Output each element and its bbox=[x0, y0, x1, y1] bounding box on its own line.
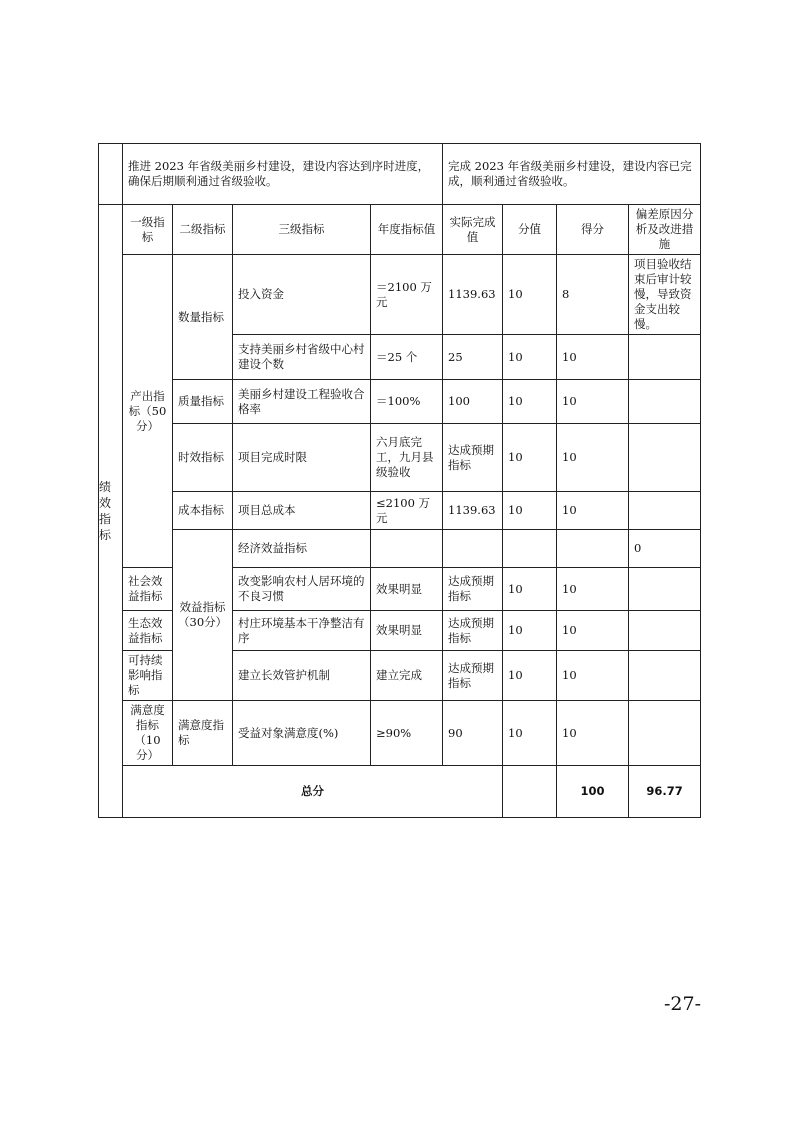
output-label: 产出指标（50分） bbox=[123, 255, 173, 568]
target-cell: 效果明显 bbox=[371, 611, 443, 651]
total-value: 100 bbox=[557, 766, 629, 818]
social-label: 社会效益指标 bbox=[123, 568, 173, 611]
ecological-label: 生态效益指标 bbox=[123, 611, 173, 651]
quantity-label: 数量指标 bbox=[173, 255, 233, 380]
total-label: 总分 bbox=[123, 766, 503, 818]
quality-label: 质量指标 bbox=[173, 380, 233, 424]
goal-blank-cell bbox=[99, 144, 123, 205]
total-row bbox=[99, 766, 701, 818]
actual-cell: 1139.63 bbox=[443, 255, 503, 335]
indicator-cell: 改变影响农村人居环境的不良习惯 bbox=[233, 568, 371, 611]
note-cell bbox=[629, 651, 701, 701]
value-cell: 10 bbox=[503, 380, 557, 424]
total-blank-cell bbox=[503, 766, 557, 818]
performance-table bbox=[98, 143, 701, 818]
satisfaction-label: 满意度指标（10分） bbox=[123, 701, 173, 766]
header-score: 得分 bbox=[557, 205, 629, 255]
actual-cell: 达成预期指标 bbox=[443, 611, 503, 651]
value-cell bbox=[557, 530, 629, 568]
score-cell: 10 bbox=[557, 335, 629, 380]
actual-cell bbox=[503, 530, 557, 568]
header-actual: 实际完成值 bbox=[443, 205, 503, 255]
note-cell bbox=[629, 492, 701, 530]
score-cell: 8 bbox=[557, 255, 629, 335]
actual-cell: 达成预期指标 bbox=[443, 568, 503, 611]
target-cell: ≤2100 万元 bbox=[371, 492, 443, 530]
target-cell: ＝2100 万元 bbox=[371, 255, 443, 335]
cost-label: 成本指标 bbox=[173, 492, 233, 530]
score-cell: 10 bbox=[557, 492, 629, 530]
header-score-value: 分值 bbox=[503, 205, 557, 255]
note-cell: 项目验收结束后审计较慢，导致资金支出较慢。 bbox=[629, 255, 701, 335]
goal-row bbox=[99, 144, 701, 205]
header-deviation: 偏差原因分析及改进措施 bbox=[629, 205, 701, 255]
section-label: 绩效指标 bbox=[99, 205, 123, 818]
score-cell: 10 bbox=[557, 568, 629, 611]
page-number: -27- bbox=[664, 993, 702, 1015]
value-cell: 10 bbox=[503, 568, 557, 611]
sustainable-label: 可持续影响指标 bbox=[123, 651, 173, 701]
table-row bbox=[99, 701, 701, 766]
benefit-label: 效益指标（30分） bbox=[173, 530, 233, 701]
note-cell bbox=[629, 611, 701, 651]
value-cell: 10 bbox=[503, 651, 557, 701]
actual-cell: 达成预期指标 bbox=[443, 424, 503, 492]
table-row bbox=[99, 255, 701, 335]
target-cell: 建立完成 bbox=[371, 651, 443, 701]
value-cell: 10 bbox=[503, 701, 557, 766]
value-cell: 10 bbox=[503, 255, 557, 335]
target-cell: 效果明显 bbox=[371, 568, 443, 611]
indicator-cell bbox=[371, 530, 443, 568]
total-score: 96.77 bbox=[629, 766, 701, 818]
score-cell: 0 bbox=[629, 530, 701, 568]
timeliness-label: 时效指标 bbox=[173, 424, 233, 492]
target-cell: ≥90% bbox=[371, 701, 443, 766]
score-cell: 10 bbox=[557, 611, 629, 651]
indicator-cell: 支持美丽乡村省级中心村建设个数 bbox=[233, 335, 371, 380]
header-level1: 一级指标 bbox=[123, 205, 173, 255]
target-cell: 六月底完工，九月县级验收 bbox=[371, 424, 443, 492]
score-cell: 10 bbox=[557, 424, 629, 492]
indicator-cell: 项目完成时限 bbox=[233, 424, 371, 492]
economic-label: 经济效益指标 bbox=[233, 530, 371, 568]
actual-cell: 25 bbox=[443, 335, 503, 380]
note-cell bbox=[629, 424, 701, 492]
actual-cell: 90 bbox=[443, 701, 503, 766]
planned-goal: 推进 2023 年省级美丽乡村建设，建设内容达到序时进度，确保后期顺利通过省级验收。 bbox=[123, 144, 443, 205]
target-cell: ＝100% bbox=[371, 380, 443, 424]
target-cell: ＝25 个 bbox=[371, 335, 443, 380]
indicator-cell: 村庄环境基本干净整洁有序 bbox=[233, 611, 371, 651]
table-row bbox=[99, 492, 701, 530]
note-cell bbox=[629, 568, 701, 611]
indicator-cell: 受益对象满意度(%) bbox=[233, 701, 371, 766]
indicator-cell: 美丽乡村建设工程验收合格率 bbox=[233, 380, 371, 424]
value-cell: 10 bbox=[503, 492, 557, 530]
actual-goal: 完成 2023 年省级美丽乡村建设，建设内容已完成，顺利通过省级验收。 bbox=[443, 144, 701, 205]
value-cell: 10 bbox=[503, 611, 557, 651]
note-cell bbox=[629, 335, 701, 380]
note-cell bbox=[629, 701, 701, 766]
actual-cell: 1139.63 bbox=[443, 492, 503, 530]
note-cell bbox=[629, 380, 701, 424]
header-target: 年度指标值 bbox=[371, 205, 443, 255]
value-cell: 10 bbox=[503, 335, 557, 380]
indicator-cell: 投入资金 bbox=[233, 255, 371, 335]
table-row bbox=[99, 530, 701, 568]
actual-cell: 100 bbox=[443, 380, 503, 424]
header-level2: 二级指标 bbox=[173, 205, 233, 255]
score-cell: 10 bbox=[557, 651, 629, 701]
header-row bbox=[99, 205, 701, 255]
target-cell bbox=[443, 530, 503, 568]
table-row bbox=[99, 380, 701, 424]
actual-cell: 达成预期指标 bbox=[443, 651, 503, 701]
satisfaction-sub-label: 满意度指标 bbox=[173, 701, 233, 766]
indicator-cell: 项目总成本 bbox=[233, 492, 371, 530]
table-row bbox=[99, 424, 701, 492]
header-level3: 三级指标 bbox=[233, 205, 371, 255]
indicator-cell: 建立长效管护机制 bbox=[233, 651, 371, 701]
value-cell: 10 bbox=[503, 424, 557, 492]
score-cell: 10 bbox=[557, 701, 629, 766]
score-cell: 10 bbox=[557, 380, 629, 424]
